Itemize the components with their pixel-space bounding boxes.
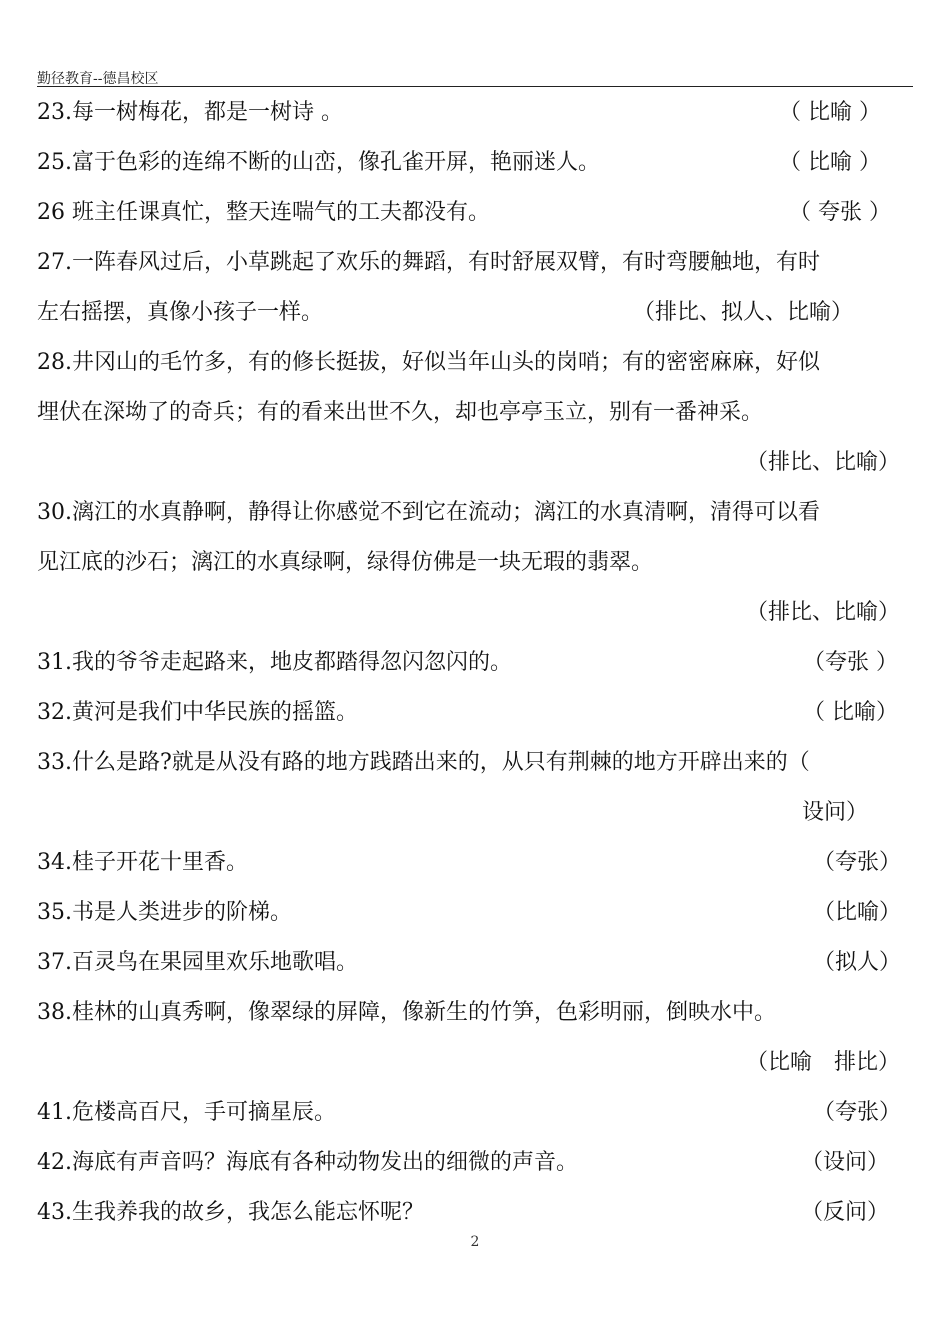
item-tag: （夸张） [813,850,902,875]
item-text: 33.什么是路?就是从没有路的地方践踏出来的，从只有荆棘的地方开辟出来的（ [37,750,810,775]
item-tag: （夸张） [813,1100,902,1125]
item-line [37,496,917,530]
item-tag: （反问） [801,1200,890,1225]
item-tag: （设问） [801,1150,890,1175]
item-tag: （ 夸张 ） [789,200,891,225]
item-tag: （排比、比喻） [746,450,901,475]
item-line [37,646,917,680]
header-rule [37,86,913,87]
item-text: 41.危楼高百尺，手可摘星辰。 [37,1100,336,1125]
item-line [37,96,917,130]
item-text: 27.一阵春风过后，小草跳起了欢乐的舞蹈，有时舒展双臂，有时弯腰触地，有时 [37,250,820,275]
item-text: 35.书是人类进步的阶梯。 [37,900,292,925]
item-line [37,1146,917,1180]
item-text: 38.桂林的山真秀啊，像翠绿的屏障，像新生的竹笋，色彩明丽，倒映水中。 [37,1000,776,1025]
item-line [37,846,917,880]
item-line [37,746,917,780]
item-tag: （夸张 ） [803,650,898,675]
item-line [37,696,917,730]
item-tag: （ 比喻 ） [779,150,881,175]
item-text: 31.我的爷爷走起路来，地皮都踏得忽闪忽闪的。 [37,650,512,675]
item-line [37,246,917,280]
page-header: 勤径教育--德昌校区 [37,71,159,87]
item-tag: （ 比喻） [803,700,898,725]
item-text: 埋伏在深坳了的奇兵；有的看来出世不久，却也亭亭玉立，别有一番神采。 [37,400,764,425]
item-line [37,546,917,580]
item-text: 30.漓江的水真静啊，静得让你感觉不到它在流动；漓江的水真清啊，清得可以看 [37,500,820,525]
item-line [37,996,917,1030]
item-text: 左右摇摆，真像小孩子一样。 [37,300,324,325]
item-text: 37.百灵鸟在果园里欢乐地歌唱。 [37,950,358,975]
item-text: 28.井冈山的毛竹多，有的修长挺拔，好似当年山头的岗哨；有的密密麻麻，好似 [37,350,820,375]
item-text: 23.每一树梅花，都是一树诗 。 [37,100,343,125]
item-line [37,1196,917,1230]
item-text: 见江底的沙石；漓江的水真绿啊，绿得仿佛是一块无瑕的翡翠。 [37,550,654,575]
item-tag: （排比、比喻） [746,600,901,625]
item-text: 25.富于色彩的连绵不断的山峦，像孔雀开屏，艳丽迷人。 [37,150,600,175]
item-text: 43.生我养我的故乡，我怎么能忘怀呢？ [37,1200,424,1225]
item-text: 42.海底有声音吗？海底有各种动物发出的细微的声音。 [37,1150,578,1175]
item-line [37,346,917,380]
item-text: 26 班主任课真忙，整天连喘气的工夫都没有。 [37,200,490,225]
item-text: 32.黄河是我们中华民族的摇篮。 [37,700,358,725]
item-line [37,1096,917,1130]
item-line [37,296,917,330]
item-tag: 设问） [802,800,869,825]
item-text: 34.桂子开花十里香。 [37,850,248,875]
item-line [37,946,917,980]
item-line [37,196,917,230]
item-tag: （比喻） [813,900,902,925]
item-tag: （拟人） [813,950,902,975]
item-tag: （ 比喻 ） [779,100,881,125]
item-line [37,896,917,930]
page-number: 2 [470,1234,480,1250]
item-line [37,396,917,430]
item-tag: （排比、拟人、比喻） [633,300,854,325]
item-tag: （比喻 排比） [746,1050,901,1075]
item-line [37,146,917,180]
